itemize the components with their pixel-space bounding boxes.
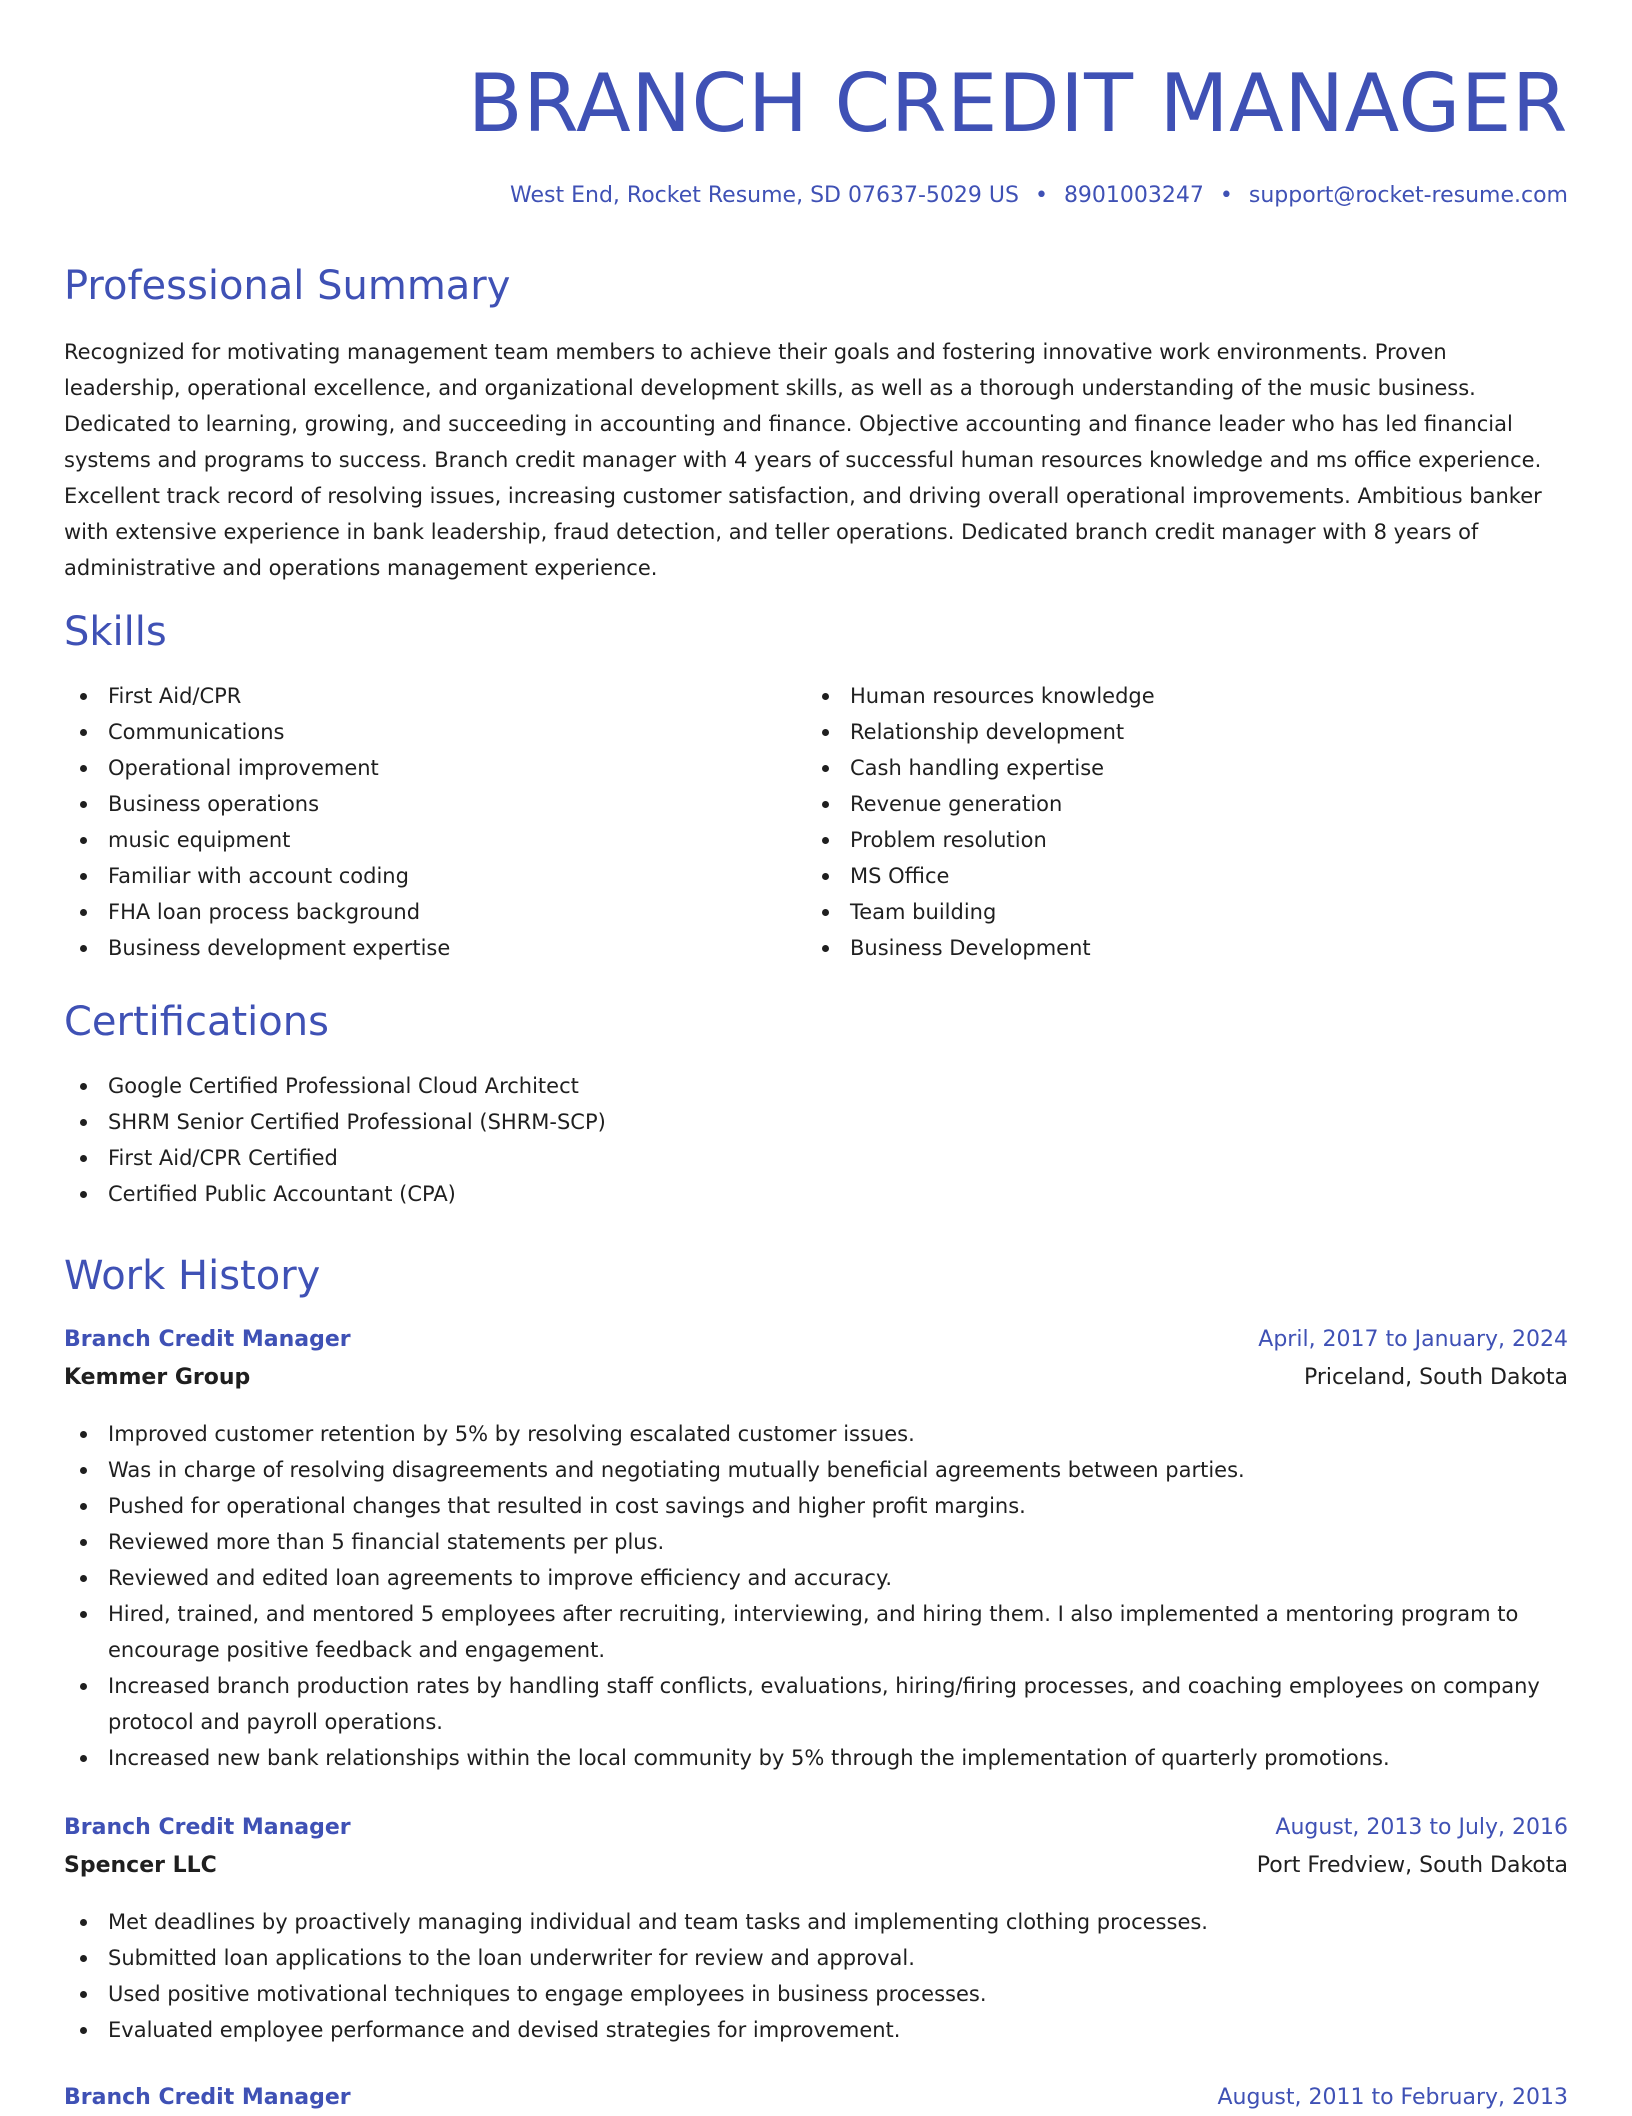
certification-item: Google Certified Professional Cloud Architect [64,1068,1568,1104]
job-bullet: Improved customer retention by 5% by resolving escalated customer issues. [64,1416,1568,1452]
certification-item: First Aid/CPR Certified [64,1140,1568,1176]
skill-item: Business operations [64,786,784,822]
job-title: Branch Credit Manager [64,1815,351,1840]
contact-separator: • [1219,183,1233,208]
skills-list-right [806,678,1546,966]
job-dates: August, 2013 to July, 2016 [1275,1815,1568,1840]
job-title: Branch Credit Manager [64,1327,351,1352]
skill-item: music equipment [64,822,784,858]
job-bullet: Increased branch production rates by handling staff conflicts, evaluations, hiring/firing processes, and coaching employees on company protocol and payroll operations. [64,1668,1568,1740]
work-history-heading: Work History [64,1253,321,1299]
job-header [64,1322,1568,1358]
job-company-row [64,1848,1568,1884]
job-bullet: Reviewed more than 5 financial statements per plus. [64,1524,1568,1560]
job-bullet: Submitted loan applications to the loan underwriter for review and approval. [64,1940,1568,1976]
contact-separator: • [1034,183,1048,208]
skill-item: Familiar with account coding [64,858,784,894]
skill-item: First Aid/CPR [64,678,784,714]
job-company: Kemmer Group [64,1365,251,1390]
skills-heading: Skills [64,609,167,655]
job-location: Priceland, South Dakota [1303,1365,1568,1390]
skill-item: Team building [806,894,1546,930]
skill-item: Problem resolution [806,822,1546,858]
skill-item: Communications [64,714,784,750]
contact-address: West End, Rocket Resume, SD 07637-5029 US [510,183,1019,208]
certifications-list [64,1068,1568,1212]
skill-item: MS Office [806,858,1546,894]
job-dates: August, 2011 to February, 2013 [1217,2085,1568,2110]
job-bullet: Evaluated employee performance and devised strategies for improvement. [64,2012,1568,2048]
certifications-heading: Certifications [64,999,329,1045]
job-bullet: Was in charge of resolving disagreements and negotiating mutually beneficial agreements between parties. [64,1452,1568,1488]
job-company: Spencer LLC [64,1853,217,1878]
job-bullet: Hired, trained, and mentored 5 employees after recruiting, interviewing, and hiring them. I also implemented a mentoring program to encourage positive feedback and engagement. [64,1596,1568,1668]
job-bullet: Used positive motivational techniques to engage employees in business processes. [64,1976,1568,2012]
job-header [64,2080,1568,2116]
skill-item: Business development expertise [64,930,784,966]
job-title: Branch Credit Manager [64,2085,351,2110]
skill-item: Revenue generation [806,786,1546,822]
skill-item: Relationship development [806,714,1546,750]
certification-item: Certified Public Accountant (CPA) [64,1176,1568,1212]
summary-text: Recognized for motivating management team members to achieve their goals and fostering innovative work environments. Proven leadership, operational excellence, and organizational development skills, as well as a thorough understanding of the music business. Dedicated to learning, growing, and succeeding in accounting and finance. Objective accounting and finance leader who has led financial systems and programs to success. Branch credit manager with 4 years of successful human resources knowledge and ms office experience. Excellent track record of resolving issues, increasing customer satisfaction, and driving overall operational improvements. Ambitious banker with extensive experience in bank leadership, fraud detection, and teller operations. Dedicated branch credit manager with 8 years of administrative and operations management experience. [64,340,1542,580]
summary-heading: Professional Summary [64,263,511,309]
contact-line [510,180,1568,212]
candidate-title: BRANCH CREDIT MANAGER [467,57,1568,150]
skill-item: Business Development [806,930,1546,966]
skill-item: FHA loan process background [64,894,784,930]
job-company-row [64,1360,1568,1396]
job-bullet: Reviewed and edited loan agreements to improve efficiency and accuracy. [64,1560,1568,1596]
job-bullets [64,1416,1568,1776]
contact-phone: 8901003247 [1063,183,1204,208]
skills-list-left [64,678,784,966]
skill-item: Operational improvement [64,750,784,786]
job-bullets [64,1904,1568,2048]
certification-item: SHRM Senior Certified Professional (SHRM-SCP) [64,1104,1568,1140]
job-bullet: Met deadlines by proactively managing individual and team tasks and implementing clothing processes. [64,1904,1568,1940]
job-dates: April, 2017 to January, 2024 [1258,1327,1568,1352]
skill-item: Human resources knowledge [806,678,1546,714]
job-bullet: Increased new bank relationships within the local community by 5% through the implementation of quarterly promotions. [64,1740,1568,1776]
job-bullet: Pushed for operational changes that resulted in cost savings and higher profit margins. [64,1488,1568,1524]
job-location: Port Fredview, South Dakota [1256,1853,1568,1878]
job-header [64,1810,1568,1846]
skill-item: Cash handling expertise [806,750,1546,786]
contact-email[interactable]: support@rocket-resume.com [1248,183,1568,208]
